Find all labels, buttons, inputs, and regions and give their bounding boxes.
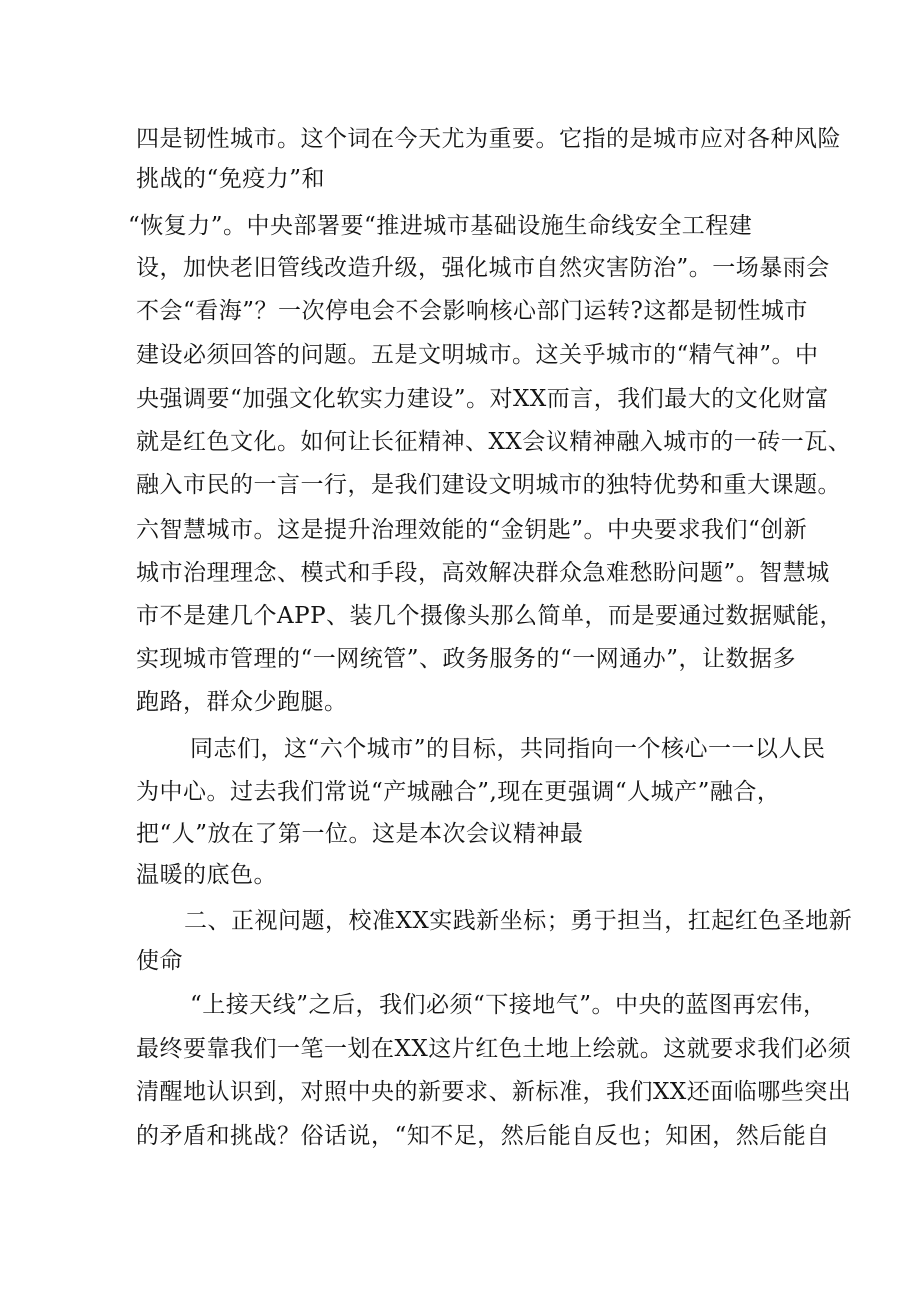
paragraph-3-line-4: 的矛盾和挑战？俗话说，“知不足，然后能自反也；知困，然后能自 — [136, 1123, 830, 1149]
paragraph-2-line-3: 把“人”放在了第一位。这是本次会议精神最 — [136, 821, 584, 847]
paragraph-1-line-7: 央强调要“加强文化软实力建设”。对XX而言，我们最大的文化财富 — [136, 386, 829, 412]
paragraph-2-line-1: 同志们，这“六个城市”的目标，共同指向一个核心一一以人民 — [190, 736, 826, 762]
paragraph-1-line-9: 融入市民的一言一行，是我们建设文明城市的独特优势和重大课题。 — [136, 472, 841, 498]
section-heading-line-1: 二、正视问题，校准XX实践新坐标；勇于担当，扛起红色圣地新 — [184, 908, 853, 934]
paragraph-1-line-8: 就是红色文化。如何让长征精神、XX会议精神融入城市的一砖一瓦、 — [136, 429, 852, 455]
paragraph-1-line-10: 六智慧城市。这是提升治理效能的“金钥匙”。中央要求我们“创新 — [136, 517, 808, 543]
paragraph-3-line-1: “上接天线”之后，我们必须“下接地气”。中央的蓝图再宏伟， — [190, 992, 827, 1018]
paragraph-1-line-11: 城市治理理念、模式和手段，高效解决群众急难愁盼问题”。智慧城 — [136, 560, 830, 586]
paragraph-1-line-13: 实现城市管理的“一网统管”、政务服务的“一网通办”，让数据多 — [136, 646, 797, 672]
paragraph-2-line-2: 为中心。过去我们常说“产城融合”,现在更强调“人城产”融合， — [136, 779, 781, 805]
paragraph-1-line-12: 市不是建几个APP、装几个摄像头那么简单，而是要通过数据赋能， — [136, 603, 844, 629]
section-heading-line-2: 使命 — [136, 948, 183, 974]
paragraph-2-line-4: 温暖的底色。 — [136, 862, 277, 888]
paragraph-1-line-1: 四是韧性城市。这个词在今天尤为重要。它指的是城市应对各种风险 — [136, 126, 841, 152]
paragraph-1-line-6: 建设必须回答的问题。五是文明城市。这关乎城市的“精气神”。中 — [136, 342, 819, 368]
paragraph-1-line-14: 跑路，群众少跑腿。 — [136, 689, 348, 715]
paragraph-1-line-2: 挑战的“免疫力”和 — [136, 166, 326, 192]
paragraph-1-line-3: “恢复力”。中央部署要“推进城市基础设施生命线安全工程建 — [128, 213, 753, 239]
paragraph-1-line-5: 不会“看海”？一次停电会不会影响核心部门运转?这都是韧性城市 — [136, 298, 808, 324]
paragraph-3-line-2: 最终要靠我们一笔一划在XX这片红色土地上绘就。这就要求我们必须 — [136, 1036, 852, 1062]
paragraph-3-line-3: 清醒地认识到，对照中央的新要求、新标准，我们XX还面临哪些突出 — [136, 1079, 852, 1105]
paragraph-1-line-4: 设，加快老旧管线改造升级，强化城市自然灾害防治”。一场暴雨会 — [136, 255, 830, 281]
